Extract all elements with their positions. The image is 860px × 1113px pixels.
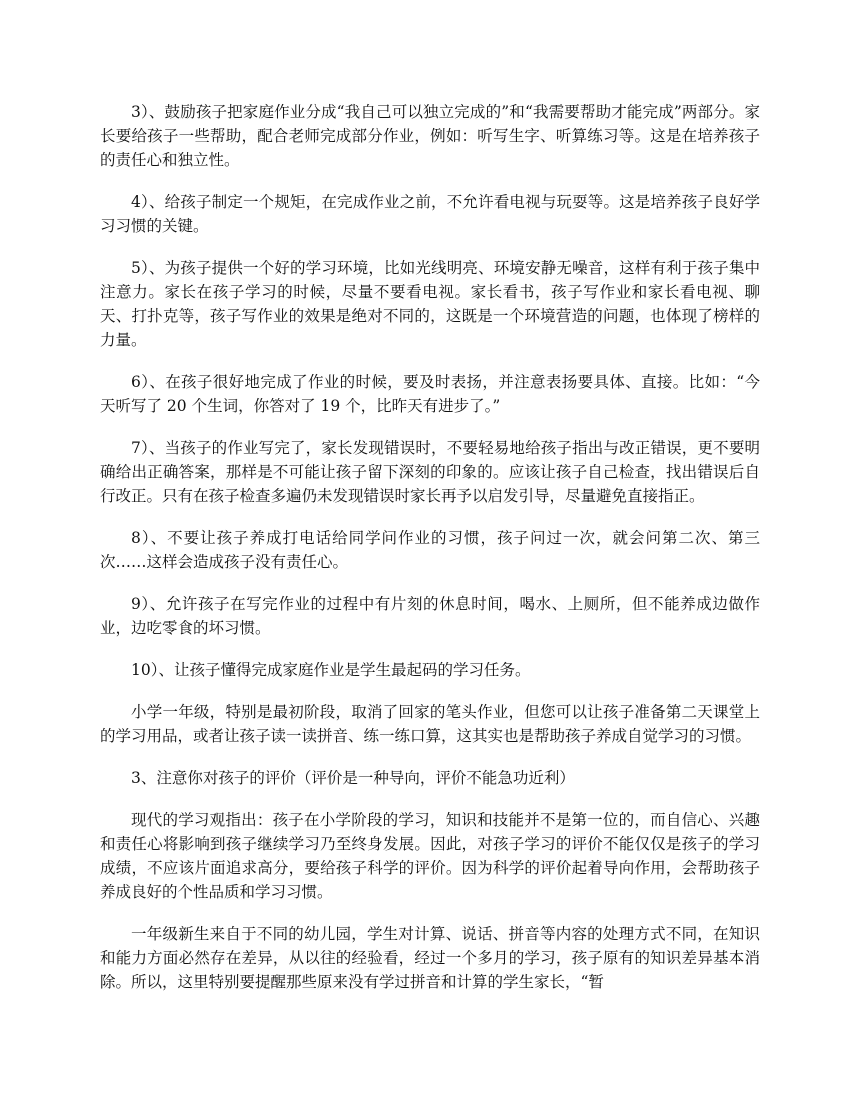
paragraph-tip-6: 6）、在孩子很好地完成了作业的时候，要及时表扬，并注意表扬要具体、直接。比如：“今天听写了 20 个生词，你答对了 19 个，比昨天有进步了。” <box>100 373 760 415</box>
paragraph-tip-4: 4）、给孩子制定一个规矩，在完成作业之前，不允许看电视与玩耍等。这是培养孩子良好学习习惯的关键。 <box>100 193 760 235</box>
paragraph-learning-view: 现代的学习观指出：孩子在小学阶段的学习，知识和技能并不是第一位的，而自信心、兴趣和责任心将影响到孩子继续学习乃至终身发展。因此，对孩子学习的评价不能仅仅是孩子的学习成绩，不应该片面追求高分，要给孩子科学的评价。因为科学的评价起着导向作用，会帮助孩子养成良好的个性品质和学习习惯。 <box>100 811 760 901</box>
paragraph-grade-one-note: 小学一年级，特别是最初阶段，取消了回家的笔头作业，但您可以让孩子准备第二天课堂上的学习用品，或者让孩子读一读拼音、练一练口算，这其实也是帮助孩子养成自觉学习的习惯。 <box>100 703 760 745</box>
paragraph-tip-3: 3）、鼓励孩子把家庭作业分成“我自己可以独立完成的”和“我需要帮助才能完成”两部分。家长要给孩子一些帮助，配合老师完成部分作业，例如：听写生字、听算练习等。这是在培养孩子的责任心和独立性。 <box>100 103 760 169</box>
document-body <box>100 100 760 1012</box>
paragraph-tip-10: 10）、让孩子懂得完成家庭作业是学生最起码的学习任务。 <box>131 661 531 679</box>
paragraph-tip-5: 5）、为孩子提供一个好的学习环境，比如光线明亮、环境安静无噪音，这样有利于孩子集中注意力。家长在孩子学习的时候，尽量不要看电视。家长看书，孩子写作业和家长看电视、聊天、打扑克等，孩子写作业的效果是绝对不同的，这既是一个环境营造的问题，也体现了榜样的力量。 <box>100 259 760 349</box>
paragraph-tip-7: 7）、当孩子的作业写完了，家长发现错误时，不要轻易地给孩子指出与改正错误，更不要明确给出正确答案，那样是不可能让孩子留下深刻的印象的。应该让孩子自己检查，找出错误后自行改正。只有在孩子检查多遍仍未发现错误时家长再予以启发引导，尽量避免直接指正。 <box>100 439 760 505</box>
paragraph-new-students: 一年级新生来自于不同的幼儿园，学生对计算、说话、拼音等内容的处理方式不同，在知识和能力方面必然存在差异，从以往的经验看，经过一个多月的学习，孩子原有的知识差异基本消除。所以，这里特别要提醒那些原来没有学过拼音和计算的学生家长，“暂 <box>100 925 760 991</box>
paragraph-tip-8: 8）、不要让孩子养成打电话给同学问作业的习惯，孩子问过一次，就会问第二次、第三次……这样会造成孩子没有责任心。 <box>100 529 760 571</box>
section-heading-evaluation: 3、注意你对孩子的评价（评价是一种导向，评价不能急功近利） <box>131 769 575 787</box>
paragraph-tip-9: 9）、允许孩子在写完作业的过程中有片刻的休息时间，喝水、上厕所，但不能养成边做作业，边吃零食的坏习惯。 <box>100 595 760 637</box>
